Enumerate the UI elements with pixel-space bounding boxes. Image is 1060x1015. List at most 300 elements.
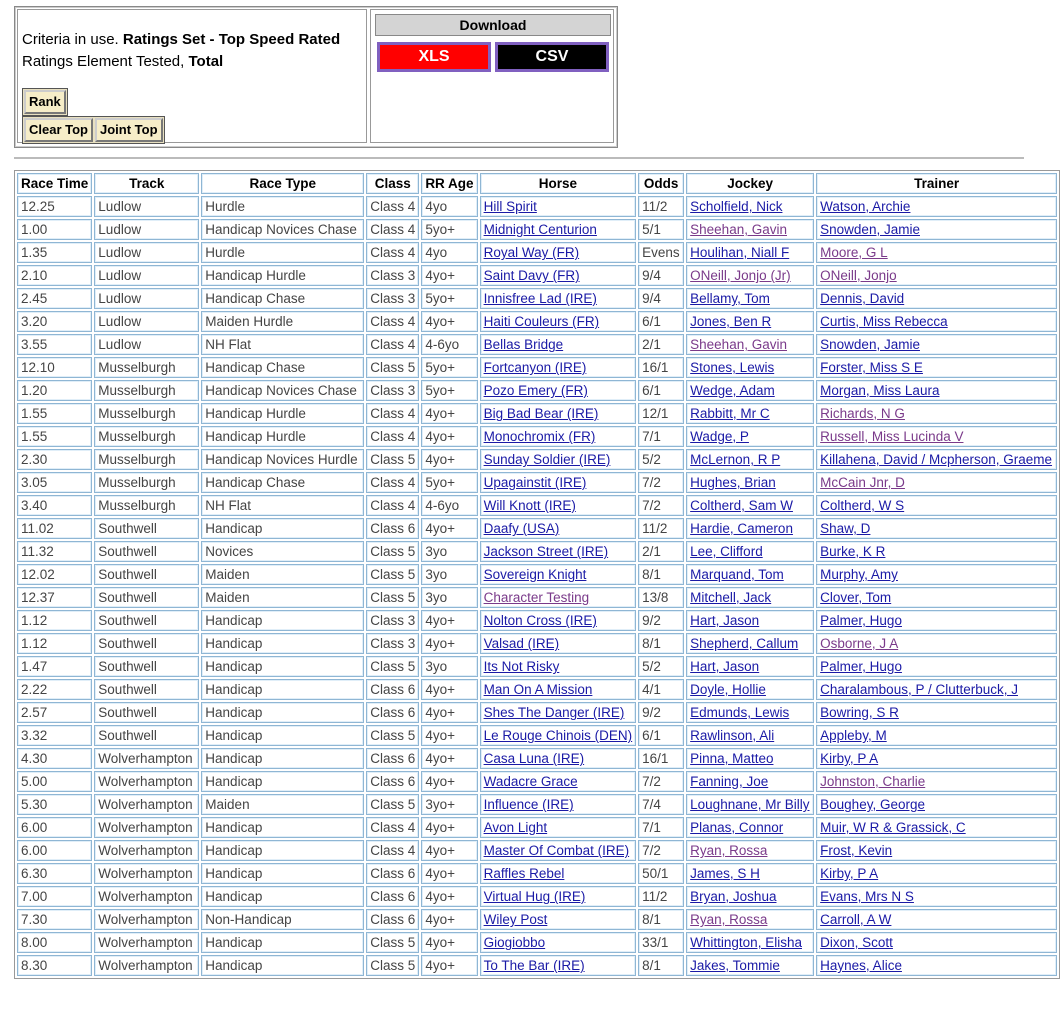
- trainer-cell: [816, 495, 1057, 516]
- race-time-cell: 6.00: [17, 840, 92, 861]
- trainer-link[interactable]: Coltherd, W S: [820, 498, 905, 513]
- xls-download-button[interactable]: XLS: [377, 42, 491, 72]
- separator: [14, 157, 1024, 159]
- odds-cell: 7/2: [638, 840, 684, 861]
- odds-cell: 4/1: [638, 679, 684, 700]
- horse-link[interactable]: Saint Davy (FR): [483, 268, 580, 283]
- class-cell: Class 4: [366, 334, 419, 355]
- rr-age-cell: 5yo+: [421, 472, 477, 493]
- race-time-cell: 1.20: [17, 380, 92, 401]
- race-type-cell: Non-Handicap: [201, 909, 364, 930]
- rr-age-cell: 4yo+: [421, 449, 477, 470]
- jockey-link[interactable]: Pinna, Matteo: [690, 751, 774, 766]
- col-trainer-header: Trainer: [816, 173, 1057, 194]
- horse-cell: [480, 794, 637, 815]
- horse-cell: [480, 495, 637, 516]
- table-row: [17, 472, 1057, 493]
- table-row: [17, 863, 1057, 884]
- horse-link[interactable]: Wiley Post: [483, 912, 548, 927]
- horse-cell: [480, 840, 637, 861]
- track-cell: Wolverhampton: [94, 794, 199, 815]
- rank-button[interactable]: Rank: [24, 90, 66, 114]
- track-cell: Musselburgh: [94, 403, 199, 424]
- jockey-link[interactable]: Hughes, Brian: [690, 475, 776, 490]
- col-rr-age-header: RR Age: [421, 173, 477, 194]
- odds-cell: 33/1: [638, 932, 684, 953]
- table-row: [17, 357, 1057, 378]
- horse-link[interactable]: Influence (IRE): [483, 797, 574, 812]
- trainer-cell: [816, 702, 1057, 723]
- jockey-cell: [686, 794, 814, 815]
- jockey-link[interactable]: Whittington, Elisha: [690, 935, 802, 950]
- jockey-link[interactable]: Ryan, Rossa: [690, 843, 768, 858]
- jockey-link[interactable]: Ryan, Rossa: [690, 912, 768, 927]
- horse-cell: [480, 196, 637, 217]
- class-cell: Class 4: [366, 495, 419, 516]
- jockey-cell: [686, 518, 814, 539]
- odds-cell: 9/2: [638, 610, 684, 631]
- trainer-link[interactable]: Charalambous, P / Clutterbuck, J: [820, 682, 1018, 697]
- table-row: [17, 587, 1057, 608]
- clear-top-button[interactable]: Clear Top: [24, 118, 93, 142]
- jockey-cell: [686, 725, 814, 746]
- horse-link[interactable]: Shes The Danger (IRE): [483, 705, 625, 720]
- horse-link[interactable]: Royal Way (FR): [483, 245, 580, 260]
- rr-age-cell: 4yo+: [421, 725, 477, 746]
- class-cell: Class 3: [366, 380, 419, 401]
- jockey-cell: [686, 886, 814, 907]
- trainer-cell: [816, 909, 1057, 930]
- table-header: [17, 173, 1057, 194]
- ratings-element-value: Total: [188, 53, 224, 70]
- jockey-link[interactable]: Loughnane, Mr Billy: [690, 797, 810, 812]
- race-type-cell: Handicap: [201, 725, 364, 746]
- jockey-link[interactable]: Marquand, Tom: [690, 567, 784, 582]
- joint-top-button[interactable]: Joint Top: [95, 118, 163, 142]
- horse-cell: [480, 610, 637, 631]
- jockey-link[interactable]: Scholfield, Nick: [690, 199, 783, 214]
- jockey-link[interactable]: Jakes, Tommie: [690, 958, 780, 973]
- race-time-cell: 3.05: [17, 472, 92, 493]
- trainer-link[interactable]: Boughey, George: [820, 797, 925, 812]
- odds-cell: 7/2: [638, 771, 684, 792]
- race-time-cell: 8.00: [17, 932, 92, 953]
- horse-link[interactable]: Daafy (USA): [483, 521, 560, 536]
- csv-download-button[interactable]: CSV: [495, 42, 609, 72]
- track-cell: Wolverhampton: [94, 771, 199, 792]
- jockey-link[interactable]: Coltherd, Sam W: [690, 498, 793, 513]
- rr-age-cell: 5yo+: [421, 219, 477, 240]
- download-box: [370, 9, 614, 143]
- jockey-link[interactable]: Fanning, Joe: [690, 774, 769, 789]
- horse-link[interactable]: Character Testing: [483, 590, 590, 605]
- table-row: [17, 334, 1057, 355]
- jockey-link[interactable]: Houlihan, Niall F: [690, 245, 790, 260]
- track-cell: Ludlow: [94, 288, 199, 309]
- horse-cell: [480, 886, 637, 907]
- race-type-cell: Handicap: [201, 518, 364, 539]
- rr-age-cell: 4yo+: [421, 518, 477, 539]
- horse-link[interactable]: Hill Spirit: [483, 199, 537, 214]
- odds-cell: 11/2: [638, 196, 684, 217]
- horse-link[interactable]: Sunday Soldier (IRE): [483, 452, 611, 467]
- class-cell: Class 4: [366, 472, 419, 493]
- rr-age-cell: 4yo+: [421, 955, 477, 976]
- race-type-cell: Handicap Chase: [201, 357, 364, 378]
- horse-cell: [480, 265, 637, 286]
- horse-cell: [480, 449, 637, 470]
- race-type-cell: Hurdle: [201, 196, 364, 217]
- class-cell: Class 3: [366, 610, 419, 631]
- race-time-cell: 1.12: [17, 633, 92, 654]
- horse-link[interactable]: To The Bar (IRE): [483, 958, 585, 973]
- jockey-link[interactable]: Bellamy, Tom: [690, 291, 770, 306]
- trainer-link[interactable]: Burke, K R: [820, 544, 886, 559]
- race-time-cell: 3.40: [17, 495, 92, 516]
- rr-age-cell: 4yo+: [421, 679, 477, 700]
- trainer-link[interactable]: Forster, Miss S E: [820, 360, 923, 375]
- horse-link[interactable]: Midnight Centurion: [483, 222, 597, 237]
- rr-age-cell: 3yo: [421, 587, 477, 608]
- jockey-link[interactable]: Sheehan, Gavin: [690, 337, 787, 352]
- horse-link[interactable]: Wadacre Grace: [483, 774, 578, 789]
- trainer-cell: [816, 840, 1057, 861]
- jockey-link[interactable]: Doyle, Hollie: [690, 682, 766, 697]
- odds-cell: 13/8: [638, 587, 684, 608]
- trainer-link[interactable]: Bowring, S R: [820, 705, 899, 720]
- horse-cell: [480, 357, 637, 378]
- track-cell: Southwell: [94, 541, 199, 562]
- class-cell: Class 4: [366, 196, 419, 217]
- horse-link[interactable]: Avon Light: [483, 820, 548, 835]
- trainer-link[interactable]: McCain Jnr, D: [820, 475, 905, 490]
- jockey-cell: [686, 311, 814, 332]
- jockey-link[interactable]: McLernon, R P: [690, 452, 781, 467]
- horse-link[interactable]: Jackson Street (IRE): [483, 544, 609, 559]
- horse-link[interactable]: Haiti Couleurs (FR): [483, 314, 600, 329]
- horse-cell: [480, 656, 637, 677]
- trainer-link[interactable]: Haynes, Alice: [820, 958, 902, 973]
- trainer-link[interactable]: Watson, Archie: [820, 199, 911, 214]
- track-cell: Ludlow: [94, 311, 199, 332]
- jockey-cell: [686, 403, 814, 424]
- race-type-cell: Maiden: [201, 794, 364, 815]
- odds-cell: 7/1: [638, 426, 684, 447]
- race-time-cell: 12.25: [17, 196, 92, 217]
- criteria-panel: [14, 6, 618, 148]
- race-type-cell: Handicap: [201, 932, 364, 953]
- table-row: [17, 955, 1057, 976]
- trainer-cell: [816, 794, 1057, 815]
- col-race-time-header: Race Time: [17, 173, 92, 194]
- horse-link[interactable]: Monochromix (FR): [483, 429, 596, 444]
- jockey-link[interactable]: Edmunds, Lewis: [690, 705, 790, 720]
- trainer-link[interactable]: Richards, N G: [820, 406, 905, 421]
- odds-cell: 7/4: [638, 794, 684, 815]
- trainer-link[interactable]: Palmer, Hugo: [820, 613, 902, 628]
- odds-cell: 12/1: [638, 403, 684, 424]
- horse-link[interactable]: Big Bad Bear (IRE): [483, 406, 599, 421]
- table-row: [17, 426, 1057, 447]
- trainer-cell: [816, 656, 1057, 677]
- trainer-link[interactable]: Snowden, Jamie: [820, 337, 920, 352]
- table-row: [17, 288, 1057, 309]
- col-class-header: Class: [366, 173, 419, 194]
- jockey-cell: [686, 265, 814, 286]
- odds-cell: 7/2: [638, 472, 684, 493]
- jockey-link[interactable]: Rawlinson, Ali: [690, 728, 775, 743]
- trainer-link[interactable]: Appleby, M: [820, 728, 887, 743]
- horse-link[interactable]: Innisfree Lad (IRE): [483, 291, 597, 306]
- track-cell: Ludlow: [94, 196, 199, 217]
- table-row: [17, 403, 1057, 424]
- track-cell: Southwell: [94, 564, 199, 585]
- trainer-link[interactable]: Dixon, Scott: [820, 935, 893, 950]
- race-time-cell: 5.30: [17, 794, 92, 815]
- race-time-cell: 1.12: [17, 610, 92, 631]
- class-cell: Class 6: [366, 518, 419, 539]
- horse-link[interactable]: Virtual Hug (IRE): [483, 889, 586, 904]
- trainer-link[interactable]: Carroll, A W: [820, 912, 892, 927]
- horse-cell: [480, 679, 637, 700]
- jockey-cell: [686, 495, 814, 516]
- horse-link[interactable]: Its Not Risky: [483, 659, 560, 674]
- trainer-link[interactable]: Clover, Tom: [820, 590, 892, 605]
- odds-cell: 16/1: [638, 357, 684, 378]
- class-cell: Class 5: [366, 794, 419, 815]
- trainer-link[interactable]: Moore, G L: [820, 245, 888, 260]
- trainer-link[interactable]: Russell, Miss Lucinda V: [820, 429, 964, 444]
- race-time-cell: 2.10: [17, 265, 92, 286]
- jockey-link[interactable]: Sheehan, Gavin: [690, 222, 787, 237]
- track-cell: Musselburgh: [94, 495, 199, 516]
- jockey-link[interactable]: Bryan, Joshua: [690, 889, 777, 904]
- trainer-link[interactable]: Killahena, David / Mcpherson, Graeme: [820, 452, 1053, 467]
- race-type-cell: Handicap: [201, 955, 364, 976]
- jockey-link[interactable]: Stones, Lewis: [690, 360, 775, 375]
- track-cell: Southwell: [94, 610, 199, 631]
- jockey-link[interactable]: Rabbitt, Mr C: [690, 406, 770, 421]
- jockey-cell: [686, 840, 814, 861]
- rr-age-cell: 4yo+: [421, 748, 477, 769]
- jockey-link[interactable]: Hart, Jason: [690, 613, 760, 628]
- trainer-cell: [816, 288, 1057, 309]
- criteria-box: [17, 9, 367, 143]
- table-row: [17, 633, 1057, 654]
- horse-cell: [480, 909, 637, 930]
- rr-age-cell: 3yo: [421, 541, 477, 562]
- track-cell: Wolverhampton: [94, 863, 199, 884]
- race-time-cell: 8.30: [17, 955, 92, 976]
- trainer-link[interactable]: Osborne, J A: [820, 636, 899, 651]
- trainer-link[interactable]: Kirby, P A: [820, 866, 879, 881]
- race-time-cell: 1.55: [17, 426, 92, 447]
- race-type-cell: Handicap Chase: [201, 288, 364, 309]
- rr-age-cell: 4yo: [421, 242, 477, 263]
- jockey-link[interactable]: Lee, Clifford: [690, 544, 763, 559]
- jockey-cell: [686, 449, 814, 470]
- track-cell: Musselburgh: [94, 472, 199, 493]
- odds-cell: 8/1: [638, 909, 684, 930]
- trainer-link[interactable]: Morgan, Miss Laura: [820, 383, 940, 398]
- download-title: Download: [375, 14, 611, 36]
- race-type-cell: NH Flat: [201, 334, 364, 355]
- trainer-link[interactable]: Snowden, Jamie: [820, 222, 920, 237]
- trainer-cell: [816, 403, 1057, 424]
- rr-age-cell: 4-6yo: [421, 334, 477, 355]
- race-type-cell: Handicap: [201, 840, 364, 861]
- rr-age-cell: 3yo: [421, 564, 477, 585]
- track-cell: Ludlow: [94, 265, 199, 286]
- track-cell: Ludlow: [94, 219, 199, 240]
- race-time-cell: 6.00: [17, 817, 92, 838]
- rr-age-cell: 4yo+: [421, 817, 477, 838]
- horse-link[interactable]: Man On A Mission: [483, 682, 593, 697]
- jockey-cell: [686, 380, 814, 401]
- jockey-cell: [686, 955, 814, 976]
- trainer-cell: [816, 863, 1057, 884]
- jockey-cell: [686, 541, 814, 562]
- class-cell: Class 5: [366, 449, 419, 470]
- race-type-cell: Handicap Novices Chase: [201, 380, 364, 401]
- table-row: [17, 196, 1057, 217]
- jockey-link[interactable]: ONeill, Jonjo (Jr): [690, 268, 791, 283]
- track-cell: Wolverhampton: [94, 748, 199, 769]
- class-cell: Class 4: [366, 426, 419, 447]
- race-time-cell: 3.20: [17, 311, 92, 332]
- trainer-cell: [816, 771, 1057, 792]
- trainer-link[interactable]: Muir, W R & Grassick, C: [820, 820, 966, 835]
- jockey-cell: [686, 219, 814, 240]
- horse-link[interactable]: Fortcanyon (IRE): [483, 360, 587, 375]
- jockey-link[interactable]: James, S H: [690, 866, 760, 881]
- ratings-set-value: Ratings Set - Top Speed Rated: [122, 31, 341, 48]
- col-jockey-header: Jockey: [686, 173, 814, 194]
- horse-link[interactable]: Nolton Cross (IRE): [483, 613, 597, 628]
- trainer-cell: [816, 725, 1057, 746]
- class-cell: Class 5: [366, 955, 419, 976]
- horse-link[interactable]: Will Knott (IRE): [483, 498, 576, 513]
- odds-cell: 50/1: [638, 863, 684, 884]
- track-cell: Southwell: [94, 656, 199, 677]
- table-row: [17, 748, 1057, 769]
- track-cell: Wolverhampton: [94, 932, 199, 953]
- horse-link[interactable]: Sovereign Knight: [483, 567, 587, 582]
- odds-cell: 2/1: [638, 541, 684, 562]
- race-time-cell: 1.55: [17, 403, 92, 424]
- horse-cell: [480, 725, 637, 746]
- trainer-cell: [816, 449, 1057, 470]
- rr-age-cell: 4yo: [421, 196, 477, 217]
- trainer-link[interactable]: ONeill, Jonjo: [820, 268, 897, 283]
- race-type-cell: Handicap Hurdle: [201, 265, 364, 286]
- rr-age-cell: 4yo+: [421, 265, 477, 286]
- trainer-link[interactable]: Frost, Kevin: [820, 843, 893, 858]
- race-type-cell: Handicap Novices Chase: [201, 219, 364, 240]
- horse-link[interactable]: Pozo Emery (FR): [483, 383, 588, 398]
- race-type-cell: Handicap Novices Hurdle: [201, 449, 364, 470]
- top-buttons-frame: [22, 116, 165, 144]
- horse-link[interactable]: Valsad (IRE): [483, 636, 560, 651]
- class-cell: Class 6: [366, 702, 419, 723]
- trainer-link[interactable]: Dennis, David: [820, 291, 905, 306]
- horse-link[interactable]: Master Of Combat (IRE): [483, 843, 630, 858]
- trainer-link[interactable]: Shaw, D: [820, 521, 871, 536]
- jockey-link[interactable]: Wedge, Adam: [690, 383, 775, 398]
- horse-cell: [480, 380, 637, 401]
- race-time-cell: 2.57: [17, 702, 92, 723]
- odds-cell: 9/2: [638, 702, 684, 723]
- jockey-cell: [686, 656, 814, 677]
- rr-age-cell: 4yo+: [421, 932, 477, 953]
- trainer-cell: [816, 426, 1057, 447]
- jockey-link[interactable]: Wadge, P: [690, 429, 749, 444]
- horse-cell: [480, 219, 637, 240]
- class-cell: Class 6: [366, 909, 419, 930]
- horse-cell: [480, 288, 637, 309]
- trainer-link[interactable]: Kirby, P A: [820, 751, 879, 766]
- horse-link[interactable]: Le Rouge Chinois (DEN): [483, 728, 633, 743]
- rr-age-cell: 5yo+: [421, 357, 477, 378]
- jockey-link[interactable]: Shepherd, Callum: [690, 636, 799, 651]
- table-row: [17, 564, 1057, 585]
- jockey-link[interactable]: Jones, Ben R: [690, 314, 772, 329]
- jockey-cell: [686, 633, 814, 654]
- jockey-link[interactable]: Planas, Connor: [690, 820, 784, 835]
- table-row: [17, 817, 1057, 838]
- table-row: [17, 495, 1057, 516]
- rr-age-cell: 5yo+: [421, 288, 477, 309]
- rr-age-cell: 4yo+: [421, 886, 477, 907]
- trainer-link[interactable]: Murphy, Amy: [820, 567, 898, 582]
- horse-cell: [480, 817, 637, 838]
- horse-link[interactable]: Raffles Rebel: [483, 866, 565, 881]
- criteria-line-2: [22, 53, 223, 70]
- track-cell: Southwell: [94, 702, 199, 723]
- horse-link[interactable]: Bellas Bridge: [483, 337, 564, 352]
- class-cell: Class 5: [366, 564, 419, 585]
- header-row: [17, 173, 1057, 194]
- track-cell: Musselburgh: [94, 380, 199, 401]
- jockey-cell: [686, 564, 814, 585]
- jockey-link[interactable]: Hardie, Cameron: [690, 521, 793, 536]
- horse-cell: [480, 771, 637, 792]
- race-time-cell: 11.02: [17, 518, 92, 539]
- horse-link[interactable]: Giogiobbo: [483, 935, 546, 950]
- table-row: [17, 771, 1057, 792]
- jockey-link[interactable]: Hart, Jason: [690, 659, 760, 674]
- table-row: [17, 265, 1057, 286]
- rr-age-cell: 4yo+: [421, 840, 477, 861]
- trainer-link[interactable]: Evans, Mrs N S: [820, 889, 914, 904]
- race-time-cell: 3.55: [17, 334, 92, 355]
- horse-cell: [480, 564, 637, 585]
- trainer-link[interactable]: Palmer, Hugo: [820, 659, 902, 674]
- odds-cell: 6/1: [638, 725, 684, 746]
- race-time-cell: 12.37: [17, 587, 92, 608]
- table-row: [17, 725, 1057, 746]
- jockey-link[interactable]: Mitchell, Jack: [690, 590, 772, 605]
- odds-cell: 11/2: [638, 518, 684, 539]
- trainer-link[interactable]: Curtis, Miss Rebecca: [820, 314, 948, 329]
- table-body: [17, 196, 1057, 976]
- horse-link[interactable]: Upagainstit (IRE): [483, 475, 587, 490]
- jockey-cell: [686, 771, 814, 792]
- horse-link[interactable]: Casa Luna (IRE): [483, 751, 585, 766]
- trainer-link[interactable]: Johnston, Charlie: [820, 774, 926, 789]
- horse-cell: [480, 403, 637, 424]
- odds-cell: 7/2: [638, 495, 684, 516]
